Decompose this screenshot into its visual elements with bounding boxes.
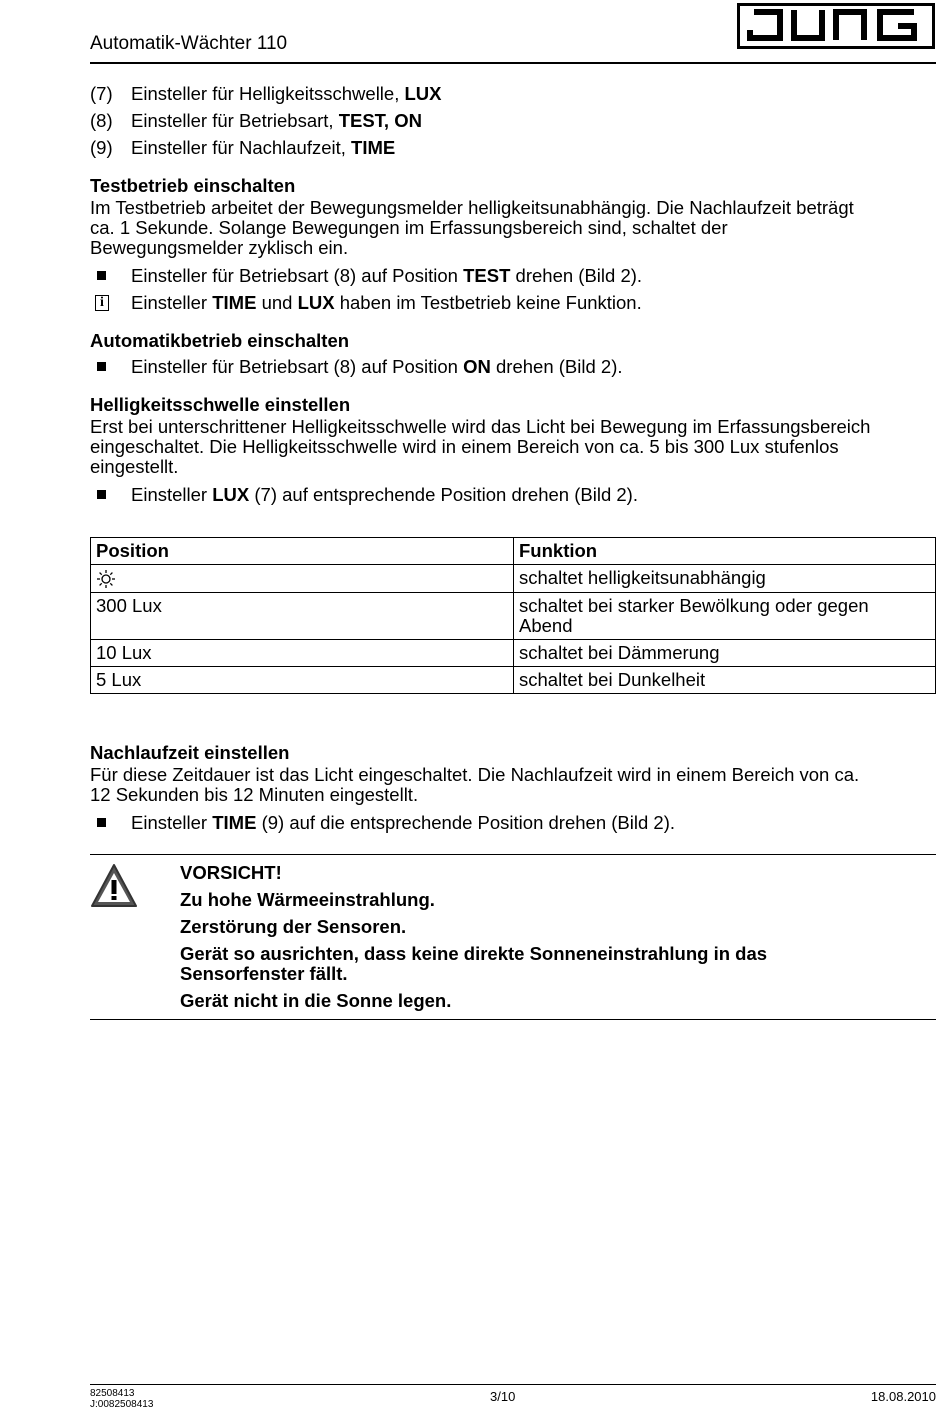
table-cell-position: 10 Lux (91, 640, 514, 667)
table-header-row (91, 538, 936, 565)
header-rule (90, 62, 936, 64)
bullet-test (90, 262, 936, 289)
table-cell-position: 300 Lux (91, 593, 514, 640)
bullet-text: (9) auf die entsprechende Position drehen (Bild 2). (256, 811, 675, 833)
paragraph-line: eingestellt. (90, 456, 179, 477)
bullet-square-icon (97, 362, 106, 371)
legend-item-8 (90, 107, 936, 134)
warning-line: Zerstörung der Sensoren. (180, 916, 407, 937)
cell-line: schaltet bei starker Bewölkung oder gegen (519, 595, 869, 617)
bullet-text: Einsteller für Betriebsart (8) auf Position (131, 355, 464, 377)
bullet-square-icon (97, 271, 106, 280)
warning-line (180, 944, 767, 984)
table-cell-funktion (514, 593, 936, 640)
footer-code: 82508413 (90, 1388, 135, 1399)
bullet-text: Einsteller (131, 483, 213, 505)
info-bold: LUX (297, 291, 335, 313)
table-cell-funktion: schaltet bei Dämmerung (514, 640, 936, 667)
item-number: (7) (90, 82, 113, 104)
paragraph-line: eingeschaltet. Die Helligkeitsschwelle wird in einem Bereich von ca. 5 bis 300 Lux stufenlos (90, 436, 839, 457)
item-text: Einsteller für Betriebsart, (131, 109, 339, 131)
bullet-text: drehen (Bild 2). (510, 264, 643, 286)
warning-subline: Gerät so ausrichten, dass keine direkte Sonneneinstrahlung in das (180, 943, 768, 964)
bullet-text: Einsteller für Betriebsart (8) auf Position (131, 264, 464, 286)
warning-text (180, 863, 767, 1018)
paragraph-line: 12 Sekunden bis 12 Minuten eingestellt. (90, 784, 419, 805)
bullet-on (90, 353, 936, 380)
heading-automatik: Automatikbetrieb einschalten (90, 330, 350, 351)
warning-subline: Sensorfenster fällt. (180, 963, 348, 984)
table-cell-funktion: schaltet helligkeitsunabhängig (514, 565, 936, 593)
info-bold: TIME (212, 291, 257, 313)
footer-rule (90, 1384, 936, 1385)
legend-item-7 (90, 80, 936, 107)
paragraph-line: Bewegungsmelder zyklisch ein. (90, 237, 349, 258)
page-number: 3/10 (490, 1389, 516, 1404)
cell-line: Abend (519, 615, 573, 637)
heading-helligkeit: Helligkeitsschwelle einstellen (90, 394, 351, 415)
table-cell-position: 5 Lux (91, 667, 514, 694)
info-note (90, 289, 936, 316)
footer-date: 18.08.2010 (870, 1389, 936, 1404)
warning-title: VORSICHT! (180, 862, 282, 883)
bullet-bold: TEST (463, 264, 511, 286)
paragraph-nachlauf (90, 765, 936, 805)
item-bold: LUX (404, 82, 442, 104)
warning-line: Zu hohe Wärmeeinstrahlung. (180, 889, 435, 910)
heading-testbetrieb: Testbetrieb einschalten (90, 175, 296, 196)
table-row (91, 640, 936, 667)
paragraph-line: Im Testbetrieb arbeitet der Bewegungsmelder helligkeitsunabhängig. Die Nachlaufzeit beträgt (90, 197, 854, 218)
item-bold: TEST, ON (338, 109, 422, 131)
table-header-funktion: Funktion (514, 538, 936, 565)
footer-code: J:0082508413 (90, 1399, 154, 1410)
bullet-time (90, 809, 936, 836)
footer-codes (90, 1388, 153, 1410)
nachlauf-section (90, 741, 936, 836)
item-number: (8) (90, 109, 113, 131)
paragraph-helligkeit (90, 417, 936, 477)
info-text: haben im Testbetrieb keine Funktion. (334, 291, 642, 313)
item-text: Einsteller für Helligkeitsschwelle, (131, 82, 405, 104)
paragraph-line: Für diese Zeitdauer ist das Licht eingeschaltet. Die Nachlaufzeit wird in einem Bereich von ca. (90, 764, 860, 785)
bullet-square-icon (97, 818, 106, 827)
jung-logo-graphic (736, 2, 936, 50)
legend-item-9 (90, 134, 936, 161)
bullet-text: drehen (Bild 2). (490, 355, 623, 377)
warning-line: Gerät nicht in die Sonne legen. (180, 990, 452, 1011)
sun-icon (96, 569, 116, 589)
item-text: Einsteller für Nachlaufzeit, (131, 136, 352, 158)
table-cell-funktion: schaltet bei Dunkelheit (514, 667, 936, 694)
warning-box (90, 854, 936, 1020)
bullet-bold: LUX (212, 483, 250, 505)
table-cell-position (91, 565, 514, 593)
main-content (90, 80, 936, 508)
item-number: (9) (90, 136, 113, 158)
info-text: und (256, 291, 298, 313)
table-header-position: Position (91, 538, 514, 565)
heading-nachlauf: Nachlaufzeit einstellen (90, 742, 290, 763)
paragraph-line: Erst bei unterschrittener Helligkeitsschwelle wird das Licht bei Bewegung im Erfassungsbereich (90, 416, 871, 437)
warning-triangle-icon (90, 863, 138, 909)
item-bold: TIME (351, 136, 396, 158)
bullet-bold: ON (463, 355, 491, 377)
bullet-text: (7) auf entsprechende Position drehen (Bild 2). (249, 483, 638, 505)
table-row (91, 667, 936, 694)
bullet-text: Einsteller (131, 811, 213, 833)
jung-logo (736, 2, 936, 50)
page-title: Automatik-Wächter 110 (90, 33, 288, 54)
table-row (91, 565, 936, 593)
paragraph-testbetrieb (90, 198, 936, 258)
bullet-square-icon (97, 490, 106, 499)
paragraph-line: ca. 1 Sekunde. Solange Bewegungen im Erfassungsbereich sind, schaltet der (90, 217, 728, 238)
info-text: Einsteller (131, 291, 213, 313)
table-row (91, 593, 936, 640)
bullet-bold: TIME (212, 811, 257, 833)
info-icon: i (95, 295, 109, 311)
lux-table (90, 537, 936, 694)
bullet-lux (90, 481, 936, 508)
